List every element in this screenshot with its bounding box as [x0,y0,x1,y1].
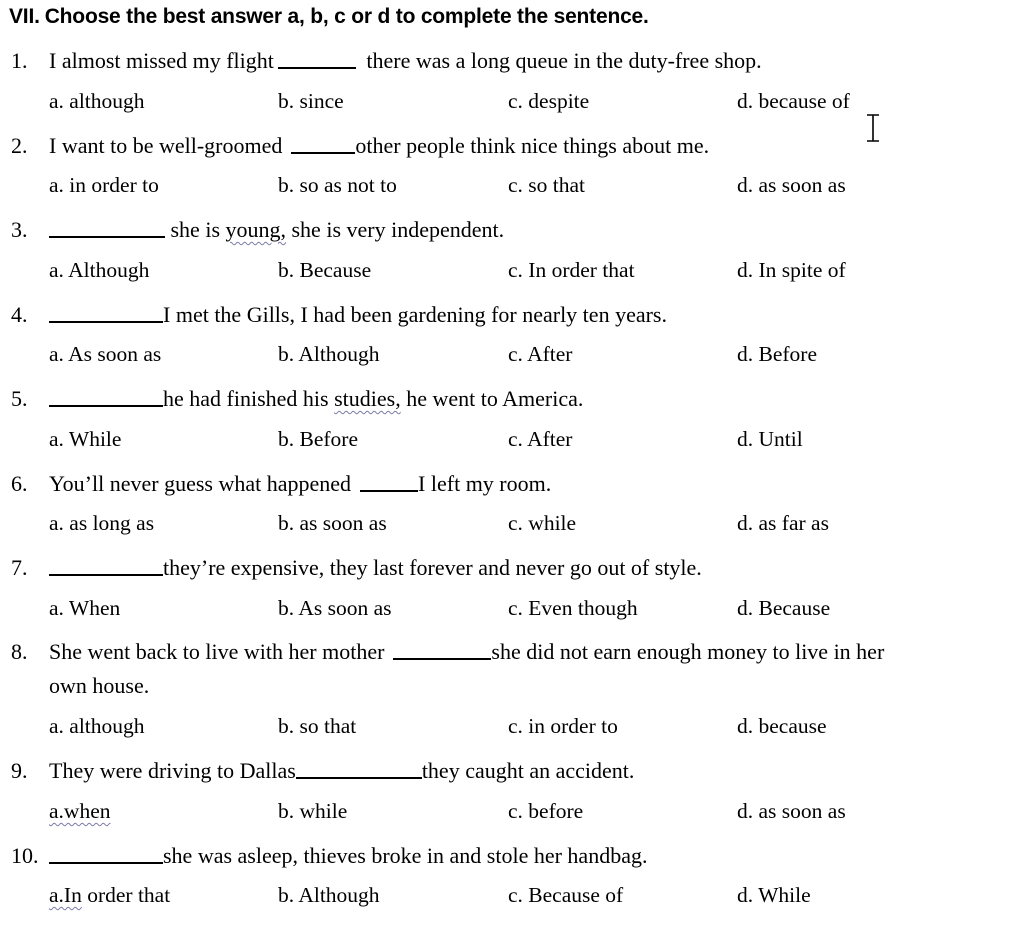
answer-blank[interactable] [393,658,491,660]
option-a[interactable]: a. as long as [49,511,155,535]
option-a[interactable]: a. although [49,714,145,738]
option-b[interactable]: b. Before [278,427,358,451]
answer-blank[interactable] [49,236,165,238]
question-text: I met the Gills, I had been gardening for nearly ten years. [49,298,1014,332]
answer-blank[interactable] [49,405,163,407]
option-a[interactable]: a. Although [49,258,150,282]
option-c[interactable]: c. After [508,342,573,366]
answer-blank[interactable] [360,490,418,492]
spellcheck-word: young, [225,217,286,242]
option-a[interactable]: a. As soon as [49,342,162,366]
option-a[interactable]: a. When [49,596,121,620]
option-b[interactable]: b. while [278,799,348,823]
option-a[interactable]: a. in order to [49,173,159,197]
option-b[interactable]: b. since [278,89,344,113]
option-d[interactable]: d. because [737,714,827,738]
answer-blank[interactable] [49,321,163,323]
answer-blank[interactable] [278,67,356,69]
option-a[interactable]: a.In order that [49,883,171,907]
instruction-text: Choose the best answer a, b, c or d to complete the sentence. [44,5,649,28]
question-text: She went back to live with her mother she did not earn enough money to live in her own house. [49,639,885,698]
option-b[interactable]: b. Although [278,342,380,366]
section-number: VII. [9,5,40,28]
option-b[interactable]: b. so that [278,714,357,738]
question-text: They were driving to Dallas they caught an accident. [49,758,635,783]
question-number: 7. [11,555,28,580]
option-c[interactable]: c. In order that [508,258,635,282]
question-number: 6. [11,471,28,496]
option-b[interactable]: b. Because [278,258,372,282]
option-d[interactable]: d. In spite of [737,258,846,282]
text-cursor-icon [864,114,882,142]
option-b[interactable]: b. as soon as [278,511,387,535]
option-c[interactable]: c. Even though [508,596,638,620]
option-d[interactable]: d. Before [737,342,817,366]
options-3 [0,258,1024,288]
options-4 [0,342,1024,372]
options-10 [0,883,1024,913]
option-d[interactable]: d. as far as [737,511,829,535]
option-a[interactable]: a. While [49,427,122,451]
option-c[interactable]: c. in order to [508,714,618,738]
answer-blank[interactable] [296,777,422,779]
option-c[interactable]: c. before [508,799,584,823]
question-text: she was asleep, thieves broke in and stole her handbag. [49,839,1014,873]
question-text: I want to be well-groomed other people think nice things about me. [49,133,710,158]
option-b[interactable]: b. so as not to [278,173,397,197]
option-d[interactable]: d. While [737,883,811,907]
answer-blank[interactable] [49,862,163,864]
question-number: 2. [11,133,28,158]
question-number: 9. [11,758,28,783]
option-c[interactable]: c. Because of [508,883,624,907]
option-c[interactable]: c. despite [508,89,590,113]
options-6 [0,511,1024,541]
question-number: 4. [11,302,28,327]
options-8 [0,714,1024,744]
answer-blank[interactable] [291,152,355,154]
option-b[interactable]: b. Although [278,883,380,907]
option-c[interactable]: c. After [508,427,573,451]
options-7 [0,596,1024,626]
question-number: 1. [11,48,28,73]
option-c[interactable]: c. while [508,511,577,535]
question-text: he had finished his studies, he went to America. [49,382,1014,416]
question-text: they’re expensive, they last forever and never go out of style. [49,551,1014,585]
option-c[interactable]: c. so that [508,173,586,197]
question-number: 10. [11,843,39,868]
options-2 [0,173,1024,203]
option-d[interactable]: d. because of [737,89,850,113]
option-d[interactable]: d. Until [737,427,803,451]
options-9 [0,799,1024,829]
question-text: she is young, she is very independent. [49,213,1014,247]
answer-blank[interactable] [49,574,163,576]
option-a[interactable]: a. although [49,89,145,113]
option-a[interactable]: a.when [49,799,111,823]
question-number: 8. [11,639,28,664]
question-text: I almost missed my flight there was a long queue in the duty-free shop. [49,48,762,73]
options-5 [0,427,1024,457]
question-text: You’ll never guess what happened I left my room. [49,471,552,496]
option-b[interactable]: b. As soon as [278,596,392,620]
question-number: 3. [11,217,28,242]
option-d[interactable]: d. as soon as [737,799,846,823]
option-d[interactable]: d. as soon as [737,173,846,197]
option-d[interactable]: d. Because [737,596,831,620]
section-title [9,5,649,29]
question-number: 5. [11,386,28,411]
spellcheck-word: studies, [334,386,401,411]
